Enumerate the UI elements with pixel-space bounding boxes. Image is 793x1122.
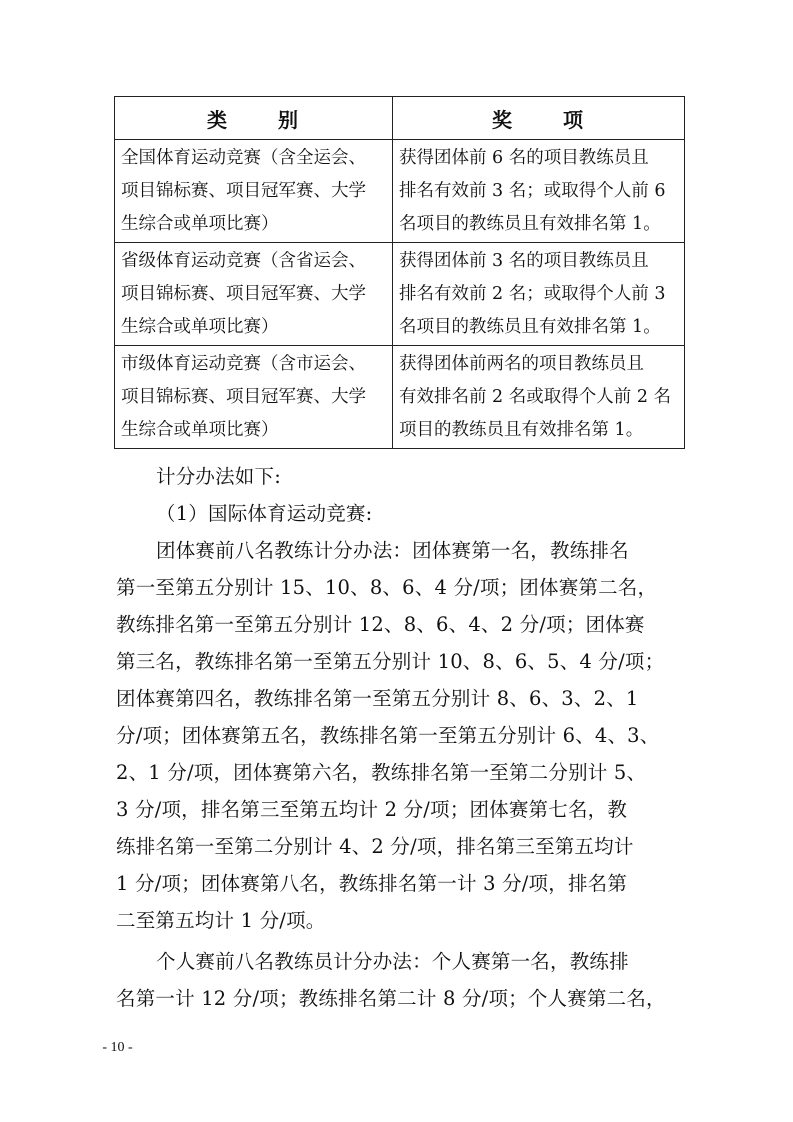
body-text [116,458,682,1017]
team-paragraph-line: 第三名，教练排名第一至第五分别计 10、8、6、5、4 分/项； [116,650,665,673]
cell-line: 获得团体前 6 名的项目教练员且 [399,148,649,168]
category-cell [115,140,393,243]
scoring-subheading: （1）国际体育运动竞赛: [156,502,373,525]
team-paragraph-line: 第一至第五分别计 15、10、8、6、4 分/项；团体赛第二名， [116,576,658,599]
cell-line: 排名有效前 3 名；或取得个人前 6 [399,181,666,201]
award-cell [393,140,685,243]
cell-line: 排名有效前 2 名；或取得个人前 3 [399,284,666,304]
cell-line: 市级体育运动竞赛（含市运会、 [121,354,366,374]
team-paragraph-line: 练排名第一至第二分别计 4、2 分/项，排名第三至第五均计 [116,835,634,858]
header-category-label: 类 别 [207,107,300,132]
cell-line: 生综合或单项比赛） [121,420,279,440]
cell-line: 获得团体前两名的项目教练员且 [399,354,644,374]
table-row [115,243,685,346]
cell-line: 生综合或单项比赛） [121,214,279,234]
cell-line: 项目锦标赛、项目冠军赛、大学 [121,387,366,407]
page-number: - 10 - [102,1040,133,1055]
table-row [115,346,685,449]
award-cell [393,243,685,346]
team-paragraph-line: 分/项；团体赛第五名，教练排名第一至第五分别计 6、4、3、 [116,724,660,747]
team-paragraph-line: 团体赛第四名，教练排名第一至第五分别计 8、6、3、2、1 [116,687,639,710]
cell-line: 名项目的教练员且有效排名第 1。 [399,214,661,234]
awards-table [114,96,685,449]
cell-line: 获得团体前 3 名的项目教练员且 [399,251,649,271]
team-paragraph-line: 二至第五均计 1 分/项。 [116,909,326,932]
cell-line: 有效排名前 2 名或取得个人前 2 名 [399,387,672,407]
cell-line: 项目锦标赛、项目冠军赛、大学 [121,181,366,201]
header-category [115,97,393,140]
team-paragraph-line: 教练排名第一至第五分别计 12、8、6、4、2 分/项；团体赛 [116,613,645,636]
cell-line: 全国体育运动竞赛（含全运会、 [121,148,366,168]
award-cell [393,346,685,449]
team-paragraph-line: 1 分/项；团体赛第八名，教练排名第一计 3 分/项，排名第 [116,872,628,895]
category-cell [115,243,393,346]
cell-line: 生综合或单项比赛） [121,317,279,337]
table-row [115,140,685,243]
team-paragraph-line: 2、1 分/项，团体赛第六名，教练排名第一至第二分别计 5、 [116,761,647,784]
cell-line: 项目的教练员且有效排名第 1。 [399,420,644,440]
cell-line: 项目锦标赛、项目冠军赛、大学 [121,284,366,304]
scoring-heading: 计分办法如下: [156,465,281,488]
team-paragraph-line: 团体赛前八名教练计分办法：团体赛第一名，教练排名 [156,539,629,562]
individual-paragraph-line: 个人赛前八名教练员计分办法：个人赛第一名，教练排 [156,950,629,973]
category-cell [115,346,393,449]
team-paragraph-line: 3 分/项，排名第三至第五均计 2 分/项；团体赛第七名，教 [116,798,628,821]
individual-paragraph-line: 名第一计 12 分/项；教练排名第二计 8 分/项；个人赛第二名， [116,987,666,1010]
header-award-label: 奖 项 [492,107,585,132]
table-header-row [115,97,685,140]
header-award [393,97,685,140]
cell-line: 省级体育运动竞赛（含省运会、 [121,251,366,271]
cell-line: 名项目的教练员且有效排名第 1。 [399,317,661,337]
